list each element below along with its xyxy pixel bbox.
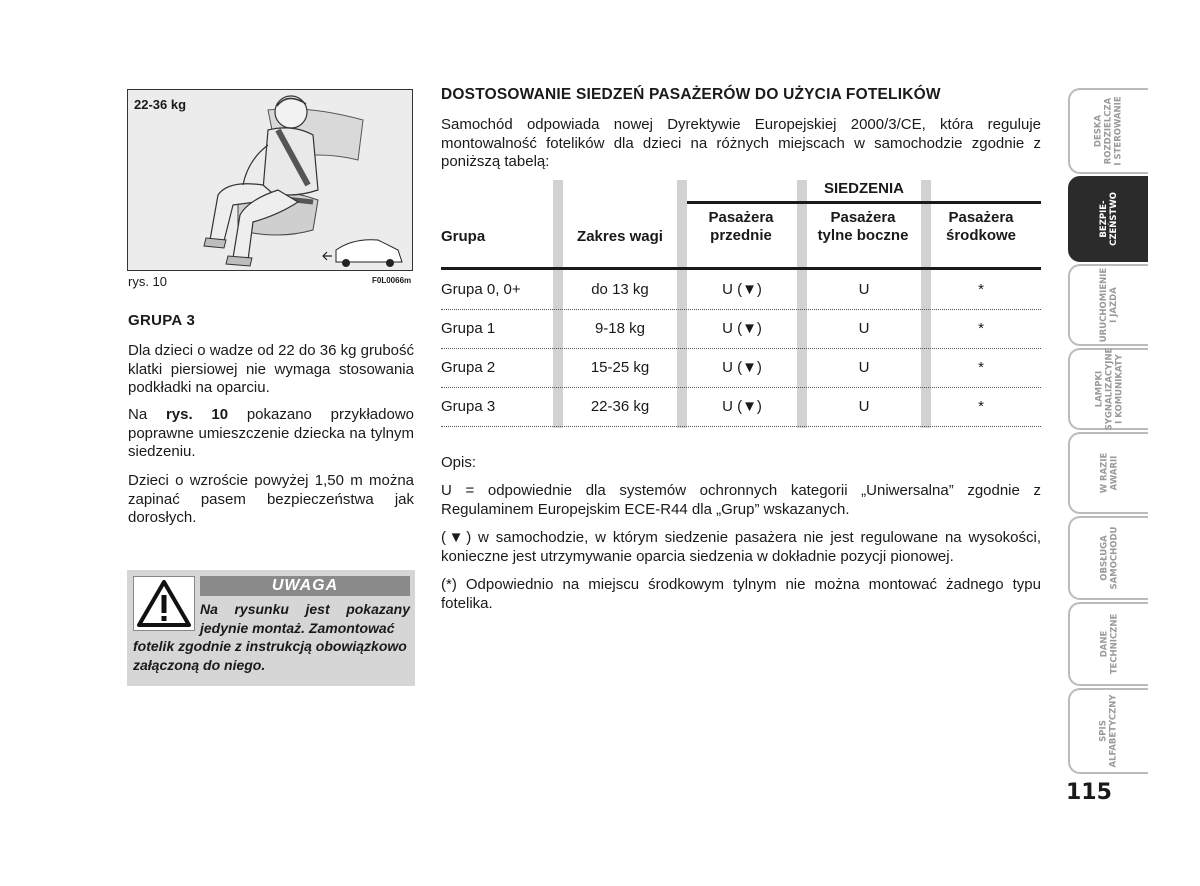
table-cell: U (▼) xyxy=(722,281,762,298)
table-cell: Grupa 2 xyxy=(441,359,496,376)
table-header-weight: Zakres wagi xyxy=(577,228,663,245)
car-direction-icon xyxy=(323,240,402,267)
warning-icon xyxy=(133,576,195,631)
table-header-center: Pasażera środkowe xyxy=(945,209,1017,244)
table-cell: U xyxy=(858,359,870,376)
figure-reference-link: rys. 10 xyxy=(165,406,229,423)
table-column-separator xyxy=(921,180,931,428)
table-header-front: Pasażera przednie xyxy=(708,209,774,244)
table-column-separator xyxy=(553,180,563,428)
child-in-booster-illustration xyxy=(128,90,412,270)
tab-label: OBSŁUGA SAMOCHODU xyxy=(1098,526,1119,590)
note-star: (*) Odpowiednio na miejscu środkowym tylnym nie można montować żadnego typu fotelika. xyxy=(441,576,1041,612)
table-header-group: Grupa xyxy=(441,228,486,245)
table-cell: U xyxy=(858,281,870,298)
tab-w-razie-awarii[interactable] xyxy=(1068,432,1148,514)
table-cell: U xyxy=(858,320,870,337)
paragraph-weight: Dla dzieci o wadze od 22 do 36 kg grubość klatki piersiowej nie wymaga stosowania podkładki na oparciu. xyxy=(128,342,415,396)
table-cell: Grupa 0, 0+ xyxy=(441,281,521,298)
tab-label: LAMPKI SYGNALIZACYJNE I KOMUNIKATY xyxy=(1094,347,1124,431)
table-cell: 15-25 kg xyxy=(590,359,650,376)
note-triangle: (▼) w samochodzie, w którym siedzenie pasażera nie jest regulowane na wysokości, konieczne jest utrzymywanie oparcia siedzenia w dokładnie pozycji pionowej. xyxy=(441,529,1041,565)
section-title: DOSTOSOWANIE SIEDZEŃ PASAŻERÓW DO UŻYCIA FOTELIKÓW xyxy=(441,86,941,103)
table-cell: U (▼) xyxy=(722,398,762,415)
figure-caption: rys. 10 xyxy=(128,274,168,289)
table-column-separator xyxy=(677,180,687,428)
table-row-divider xyxy=(441,309,1041,310)
table-row-divider xyxy=(441,426,1041,427)
notes-heading: Opis: xyxy=(441,454,477,471)
warning-title: UWAGA xyxy=(200,576,410,596)
warning-text-part1: Na rysunku jest pokazany jedynie montaż. Zamontować xyxy=(200,601,410,636)
table-cell: U (▼) xyxy=(722,359,762,376)
tab-lampki[interactable] xyxy=(1068,348,1148,430)
table-super-header-rule xyxy=(687,201,1041,204)
tab-dane-techniczne[interactable] xyxy=(1068,602,1148,686)
table-cell: * xyxy=(978,359,984,376)
table-cell: 22-36 kg xyxy=(590,398,650,415)
warning-text-part2: fotelik zgodnie z instrukcją obowiązkowo załączoną do niego. xyxy=(133,638,407,673)
figure-weight-label: 22-36 kg xyxy=(134,97,187,112)
tab-label: DANE TECHNICZNE xyxy=(1099,613,1119,675)
tab-label: DESKA ROZDZIELCZA I STEROWANIE xyxy=(1094,96,1124,166)
table-super-header: SIEDZENIA xyxy=(823,180,904,197)
tab-label: URUCHOMIENIE I JAZDA xyxy=(1099,267,1119,343)
table-row-divider xyxy=(441,387,1041,388)
tab-spis-alfabetyczny[interactable] xyxy=(1068,688,1148,774)
table-row-divider xyxy=(441,348,1041,349)
group-heading: GRUPA 3 xyxy=(128,312,196,329)
tab-deska-rozdzielcza[interactable] xyxy=(1068,88,1148,174)
table-cell: * xyxy=(978,281,984,298)
table-cell: * xyxy=(978,320,984,337)
table-cell: U (▼) xyxy=(722,320,762,337)
paragraph-prefix: Na xyxy=(128,406,166,423)
seat-compatibility-table xyxy=(441,180,1041,430)
figure-code: F0L0066m xyxy=(372,276,412,285)
intro-paragraph: Samochód odpowiada nowej Dyrektywie Europejskiej 2000/3/CE, która reguluje montowalność fotelików dla dzieci na różnych miejscach w samochodzie zgodnie z poniższą tabelą: xyxy=(441,116,1041,170)
tab-label: W RAZIE AWARII xyxy=(1099,452,1119,494)
table-header-rule xyxy=(441,267,1041,270)
tab-obsluga-samochodu[interactable] xyxy=(1068,516,1148,600)
tab-bezpieczenstwo[interactable] xyxy=(1068,176,1148,262)
table-cell: * xyxy=(978,398,984,415)
paragraph-figure-reference xyxy=(128,406,414,462)
figure-child-seat-illustration xyxy=(127,89,413,271)
table-header-rear-side: Pasażera tylne boczne xyxy=(817,209,909,244)
table-cell: 9-18 kg xyxy=(594,320,646,337)
note-universal: U = odpowiednie dla systemów ochronnych kategorii „Uniwersalna” zgodnie z Regulaminem Europejskim ECE-R44 dla „Grup” wskazanych. xyxy=(441,482,1041,518)
tab-label: BEZPIE- CZEŃSTWO xyxy=(1099,192,1119,246)
warning-box xyxy=(127,570,415,686)
table-column-separator xyxy=(797,180,807,428)
table-cell: do 13 kg xyxy=(591,281,649,298)
paragraph-suffix: pokazano przykładowo poprawne umieszczenie dziecka na tylnym siedzeniu. xyxy=(128,406,415,460)
table-cell: Grupa 1 xyxy=(441,320,496,337)
tab-label: SPIS ALFABETYCZNY xyxy=(1098,694,1119,768)
paragraph-height: Dzieci o wzroście powyżej 1,50 m można zapinać pasem bezpieczeństwa jak dorosłych. xyxy=(128,472,414,526)
page-number: 115 xyxy=(1066,780,1112,805)
table-cell: Grupa 3 xyxy=(441,398,496,415)
tab-uruchomienie[interactable] xyxy=(1068,264,1148,346)
table-cell: U xyxy=(858,398,870,415)
